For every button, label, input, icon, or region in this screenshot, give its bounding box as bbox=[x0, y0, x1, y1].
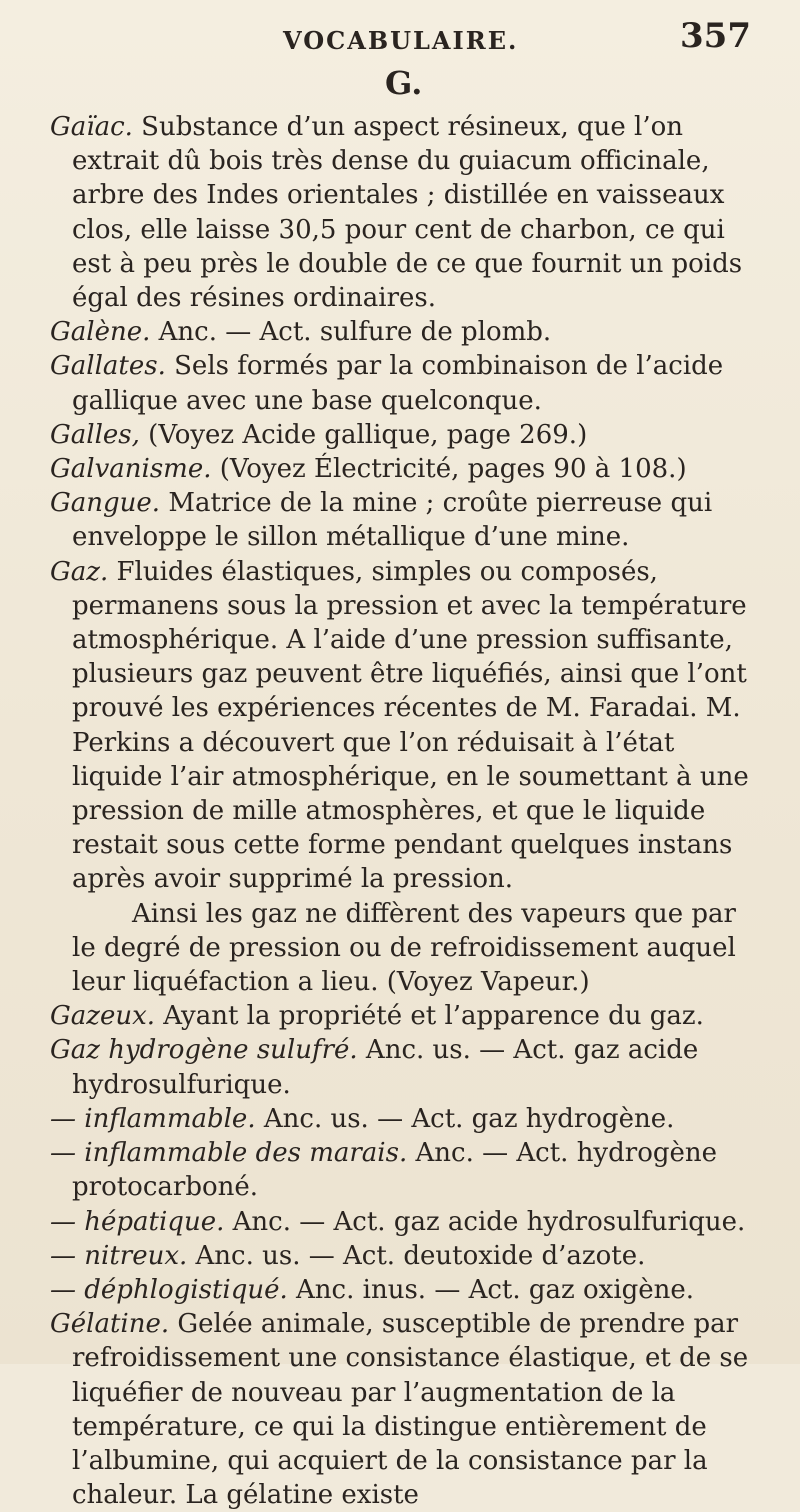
headword: Galène. bbox=[50, 317, 151, 348]
definition: Anc. inus. — Act. gaz oxigène. bbox=[287, 1274, 695, 1305]
entry-galles bbox=[50, 418, 765, 452]
entry-hepatique bbox=[50, 1205, 765, 1239]
headword: Gallates. bbox=[50, 351, 166, 382]
entry-galene bbox=[50, 315, 765, 349]
headword: Galles, bbox=[50, 419, 140, 450]
headword: Gaïac. bbox=[50, 112, 133, 142]
headword: Gangue. bbox=[50, 488, 161, 519]
headword: Gaz hydrogène sulufré. bbox=[50, 1035, 358, 1066]
definition: (Voyez Électricité, pages 90 à 108.) bbox=[211, 454, 687, 485]
definition: Matrice de la mine ; croûte pierreuse qui enveloppe le sillon métallique d’une mine. bbox=[72, 488, 713, 553]
entry-dephlogistique bbox=[50, 1273, 765, 1307]
definition: Sels formés par la combinaison de l’acide gallique avec une base quelconque. bbox=[72, 351, 724, 416]
entry-gaz bbox=[50, 555, 765, 897]
page-number: 357 bbox=[680, 16, 751, 56]
definition: Anc. — Act. sulfure de plomb. bbox=[150, 317, 552, 348]
definition: Anc. — Act. hydrogène protocarboné. bbox=[72, 1138, 718, 1203]
definition: Gelée animale, susceptible de prendre par refroidissement une consistance élastique, et de se liquéfier de nouveau par l’augmentation de la température, ce qui la distingue entièrement de l’albumine, qui acquiert de la consistance par la chaleur. La gélatine existe bbox=[72, 1309, 749, 1511]
definition: Substance d’un aspect résineux, que l’on extrait dû bois très dense du guiacum officinale, arbre des Indes orientales ; distillée en vaisseaux clos, elle laisse 30,5 pour cent de charbon, ce qui est à peu près le double de ce que fournit un poids égal des résines ordinaires. bbox=[72, 112, 743, 314]
definition: Anc. us. — Act. deutoxide d’azote. bbox=[187, 1240, 646, 1271]
entry-gangue bbox=[50, 486, 765, 554]
entry-inflammable-des-marais bbox=[50, 1136, 765, 1204]
entry-inflammable bbox=[50, 1102, 765, 1136]
section-letter: G. bbox=[385, 64, 423, 102]
definition: Ainsi les gaz ne diffèrent des vapeurs que par le degré de pression ou de refroidissement auquel leur liquéfaction a lieu. (Voyez Vapeur.) bbox=[72, 898, 736, 998]
headword: — inflammable des marais. bbox=[50, 1138, 408, 1169]
headword: Galvanisme. bbox=[50, 454, 212, 485]
headword: — déphlogistiqué. bbox=[50, 1274, 288, 1305]
definition: Fluides élastiques, simples ou composés, permanens sous la pression et avec la température atmosphérique. A l’aide d’une pression suffisante, plusieurs gaz peuvent être liquéfiés, ainsi que l’ont prouvé les expériences récentes de M. Faradai. M. Perkins a découvert que l’on réduisait à l’état liquide l’air atmosphérique, en le soumettant à une pression de mille atmosphères, et que le liquide restait sous cette forme pendant quelques instans après avoir supprimé la pression. bbox=[72, 556, 749, 895]
entry-gazeux bbox=[50, 999, 765, 1033]
headword: — inflammable. bbox=[50, 1103, 256, 1134]
headword: Gaz. bbox=[50, 556, 109, 587]
running-head: VOCABULAIRE. bbox=[283, 26, 519, 55]
dictionary-entries bbox=[50, 110, 765, 1512]
page-header bbox=[0, 16, 800, 64]
headword: — nitreux. bbox=[50, 1240, 188, 1271]
entry-gelatine bbox=[50, 1307, 765, 1512]
definition: Ayant la propriété et l’apparence du gaz. bbox=[155, 1001, 704, 1032]
entry-galvanisme bbox=[50, 452, 765, 486]
entry-gaiac bbox=[50, 110, 765, 315]
definition: Anc. us. — Act. gaz acide hydrosulfurique. bbox=[72, 1035, 699, 1100]
headword: — hépatique. bbox=[50, 1206, 225, 1237]
definition: Anc. us. — Act. gaz hydrogène. bbox=[255, 1103, 675, 1134]
entry-gaz-continued bbox=[50, 897, 765, 1000]
entry-nitreux bbox=[50, 1239, 765, 1273]
entry-gallates bbox=[50, 349, 765, 417]
definition: Anc. — Act. gaz acide hydrosulfurique. bbox=[224, 1206, 746, 1237]
entry-gaz-hydrogene-sulfure bbox=[50, 1033, 765, 1101]
headword: Gazeux. bbox=[50, 1001, 156, 1032]
definition: (Voyez Acide gallique, page 269.) bbox=[139, 419, 588, 450]
headword: Gélatine. bbox=[50, 1309, 170, 1340]
